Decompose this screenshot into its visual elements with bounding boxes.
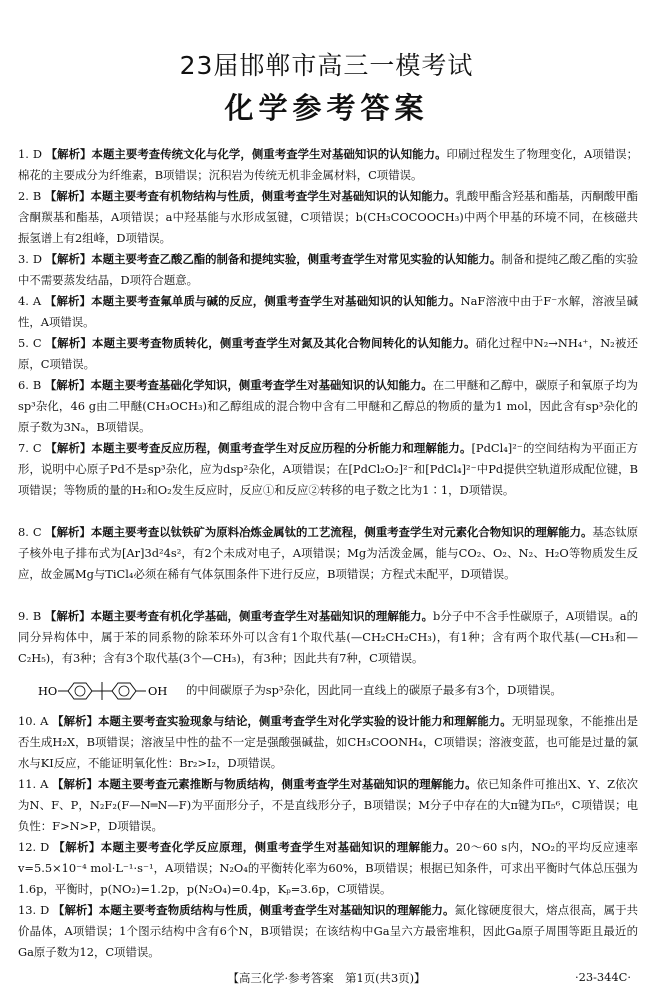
answer-item-12: 12. D 【解析】本题主要考查化学反应原理，侧重考查学生对基础知识的理解能力。20～60 s内，NO₂的平均反应速率v=5.5×10⁻⁴ mol·L⁻¹·s⁻¹，A项错误；N₂O₄的平衡转化率为60%，B项错误；根据已知条件，可求出平衡时气体总压强为1.6p，平衡时，p(NO₂)=1.2p，p(N₂O₄)=0.4p，Kₚ=3.6p，C项错误。 xyxy=(18,840,638,896)
answer-item-3: 3. D 【解析】本题主要考查乙酸乙酯的制备和提纯实验，侧重考查学生对常见实验的认知能力。制备和提纯乙酸乙酯的实验中不需要蒸发结晶，D项符合题意。 xyxy=(18,252,638,287)
answer-item-11: 11. A 【解析】本题主要考查元素推断与物质结构，侧重考查学生对基础知识的理解能力。依已知条件可推出X、Y、Z依次为N、F、P，N₂F₂(F—N═N—F)为平面形分子，不是直线形分子，B项错误；M分子中存在的大π键为Π₅⁶，C项错误；电负性：F>N>P，D项错误。 xyxy=(18,777,638,833)
answer-item-2: 2. B 【解析】本题主要考查有机物结构与性质，侧重考查学生对基础知识的认知能力。乳酸甲酯含羟基和酯基，丙酮酸甲酯含酮羰基和酯基，A项错误；a中羟基能与水形成氢键，C项错误；b(CH₃COCOOCH₃)中两个甲基的环境不同，在核磁共振氢谱上有2组峰，D项错误。 xyxy=(18,189,638,245)
answer-item-1: 1. D 【解析】本题主要考查传统文化与化学，侧重考查学生对基础知识的认知能力。印刷过程发生了物理变化，A项错误；棉花的主要成分为纤维素，B项错误；沉积岩为传统无机非金属材料，C项错误。 xyxy=(18,147,638,182)
document-code: ·23-344C· xyxy=(574,970,631,984)
exam-title: 23届邯郸市高三一模考试 xyxy=(179,51,474,80)
structure-explanation: 的中间碳原子为sp³杂化，因此同一直线上的碳原子最多有3个，D项错误。 xyxy=(186,683,562,697)
answer-item-6: 6. B 【解析】本题主要考查基础化学知识，侧重考查学生对基础知识的认知能力。在二甲醚和乙醇中，碳原子和氧原子均为sp³杂化，46 g由二甲醚(CH₃OCH₃)和乙醇组成的混合物中含有二甲醚和乙醇总的物质的量为1 mol，因此含有sp³杂化的原子数为3Nₐ，B项错误。 xyxy=(18,378,638,434)
bisphenol-structure-icon xyxy=(38,680,184,701)
answer-item-7: 7. C 【解析】本题主要考查反应历程，侧重考查学生对反应历程的分析能力和理解能力。[PdCl₄]²⁻的空间结构为平面正方形，说明中心原子Pd不是sp³杂化，应为dsp²杂化，A项错误；在[PdCl₂O₂]²⁻和[PdCl₄]²⁻中Pd提供空轨道形成配位键，B项错误；等物质的量的H₂和O₂发生反应时，反应①和反应②转移的电子数之比为1∶1，D项错误。 xyxy=(18,441,638,497)
structure-left-label: HO xyxy=(38,684,58,698)
answer-item-8: 8. C 【解析】本题主要考查以钛铁矿为原料冶炼金属钛的工艺流程，侧重考查学生对元素化合物知识的理解能力。基态钛原子核外电子排布式为[Ar]3d²4s²，有2个未成对电子，A项错误；Mg为活泼金属，能与CO₂、O₂、N₂、H₂O等物质发生反应，故金属Mg与TiCl₄必须在稀有气体氛围条件下进行反应，B项错误；方程式未配平，D项错误。 xyxy=(18,525,638,581)
page-footer: 【高三化学·参考答案 第1页(共3页)】 xyxy=(227,971,426,985)
answer-item-13: 13. D 【解析】本题主要考查物质结构与性质，侧重考查学生对基础知识的理解能力。氮化镓硬度很大，熔点很高，属于共价晶体，A项错误；1个图示结构中含有6个N，B项错误；在该结构中Ga呈六方最密堆积，因此Ga原子周围等距且最近的Ga原子数为12，C项错误。 xyxy=(18,903,638,959)
answer-item-9: 9. B 【解析】本题主要考查有机化学基础，侧重考查学生对基础知识的理解能力。b分子中不含手性碳原子，A项错误。a的同分异构体中，属于苯的同系物的除苯环外可以含有1个取代基(—CH₂CH₂CH₃)，有1种；含有两个取代基(—CH₃和—C₂H₅)，有3种；含有3个取代基(3个—CH₃)，有3种；因此共有7种，C项错误。 xyxy=(18,609,638,665)
bisphenol-structure-line xyxy=(38,680,638,701)
answer-item-4: 4. A 【解析】本题主要考查氟单质与碱的反应，侧重考查学生对基础知识的认知能力。NaF溶液中由于F⁻水解，溶液呈碱性，A项错误。 xyxy=(18,294,638,329)
answer-item-5: 5. C 【解析】本题主要考查物质转化，侧重考查学生对氮及其化合物间转化的认知能力。硝化过程中N₂→NH₄⁺，N₂被还原，C项错误。 xyxy=(18,336,638,371)
structure-right-label: OH xyxy=(148,684,168,698)
answer-title: 化学参考答案 xyxy=(224,91,429,125)
answer-item-10: 10. A 【解析】本题主要考查实验现象与结论，侧重考查学生对化学实验的设计能力和理解能力。无明显现象，不能推出是否生成H₂X，B项错误；溶液呈中性的盐不一定是强酸强碱盐，如CH₃COONH₄，C项错误；溶液变蓝，也可能是过量的氯水与KI反应，不能证明氧化性：Br₂>I₂，D项错误。 xyxy=(18,714,638,770)
